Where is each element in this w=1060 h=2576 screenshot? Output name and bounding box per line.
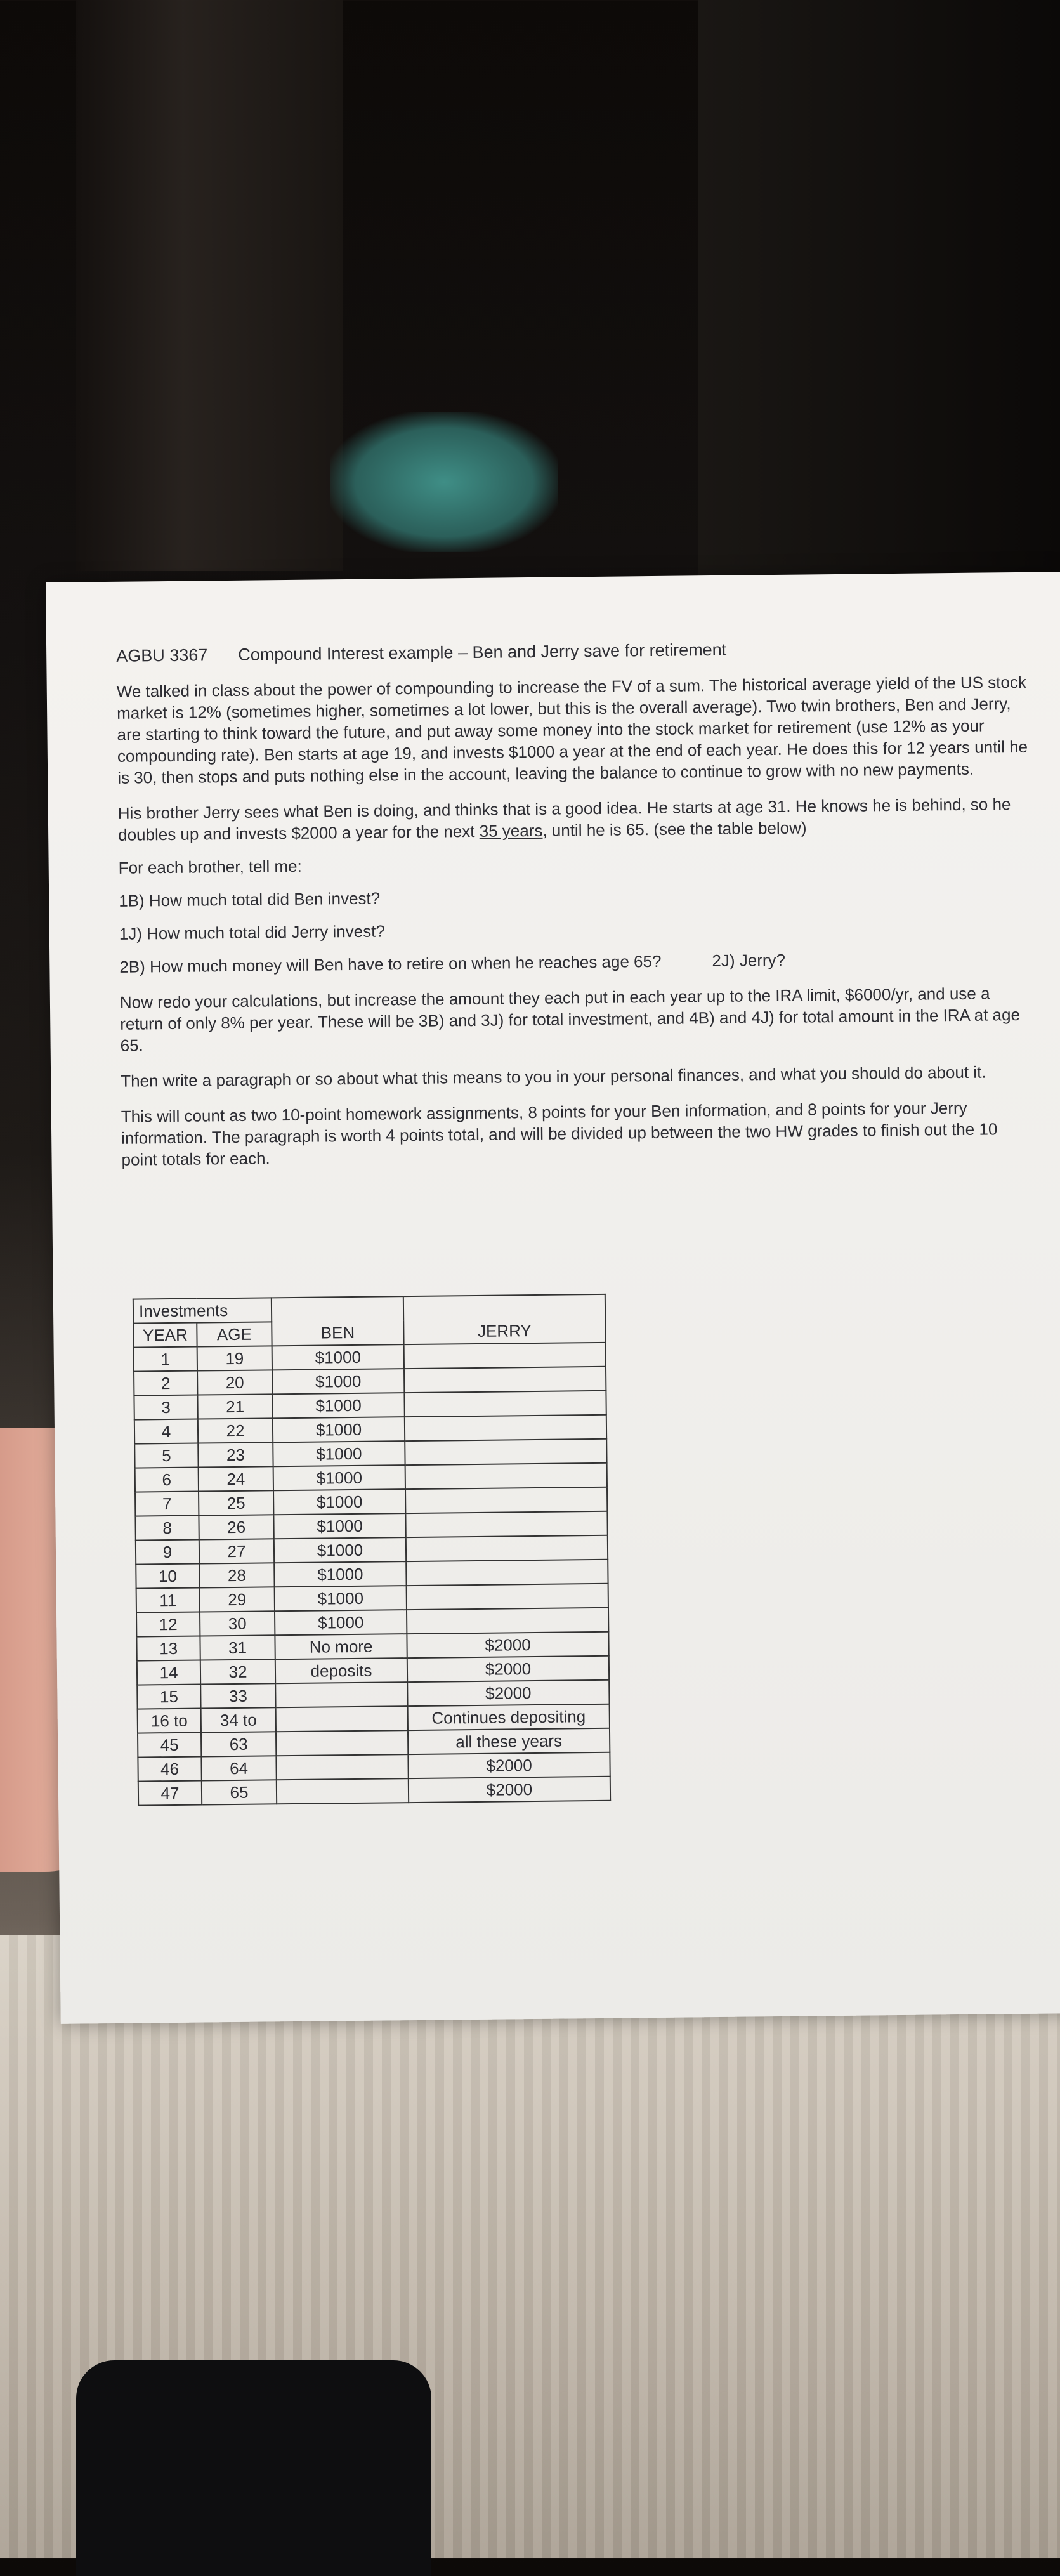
question-1j: 1J) How much total did Jerry invest? xyxy=(119,921,385,943)
cell-jerry xyxy=(407,1608,608,1634)
question-2-row xyxy=(119,947,1033,978)
cell-year: 8 xyxy=(135,1516,199,1541)
cell-age: 63 xyxy=(201,1732,276,1756)
cell-age: 27 xyxy=(199,1539,274,1563)
cell-ben: $1000 xyxy=(275,1586,407,1611)
cell-jerry xyxy=(406,1560,608,1586)
course-code: AGBU 3367 xyxy=(116,645,208,666)
cell-age: 64 xyxy=(201,1756,276,1780)
cell-age: 31 xyxy=(200,1635,275,1660)
cell-jerry xyxy=(405,1463,607,1489)
cell-age: 28 xyxy=(199,1563,274,1587)
cell-age: 33 xyxy=(200,1683,275,1708)
cell-year: 47 xyxy=(138,1781,202,1806)
closet-clothes-left xyxy=(76,0,343,571)
paragraph-grading: This will count as two 10-point homework assignments, 8 points for your Ben information, and 8 points for your Jerry information. The paragraph is worth 4 points total, and will be divided up between the two HW grades to finish out the 10 point totals for each. xyxy=(121,1098,998,1169)
closet-clothes-right xyxy=(698,0,1060,634)
cell-jerry xyxy=(404,1391,606,1417)
cell-ben: $1000 xyxy=(273,1441,405,1466)
phone-corner xyxy=(76,2360,431,2576)
cell-ben xyxy=(276,1706,408,1732)
cell-ben xyxy=(275,1682,407,1707)
cell-jerry xyxy=(405,1439,606,1465)
cell-age: 19 xyxy=(197,1346,272,1370)
cell-age: 30 xyxy=(200,1611,275,1636)
cell-jerry: $2000 xyxy=(408,1752,610,1778)
paragraph-jerry-start: His brother Jerry sees what Ben is doing, and thinks that is a good idea. He starts at age 31. He knows he is behind, so he doubles up and invests $2000 a year for the next xyxy=(117,794,1011,844)
cell-age: 32 xyxy=(200,1659,275,1684)
investments-table xyxy=(133,1294,611,1806)
question-1b: 1B) How much total did Ben invest? xyxy=(119,888,381,910)
cell-ben: $1000 xyxy=(274,1537,406,1563)
cell-year: 15 xyxy=(137,1685,200,1709)
cell-age: 65 xyxy=(202,1780,277,1804)
questions-intro: For each brother, tell me: xyxy=(118,856,302,877)
cell-year: 9 xyxy=(136,1540,199,1565)
cell-age: 25 xyxy=(199,1490,273,1515)
cell-year: 6 xyxy=(135,1468,199,1492)
cell-age: 34 to xyxy=(201,1707,276,1732)
cell-year: 10 xyxy=(136,1564,199,1589)
cell-ben: $1000 xyxy=(272,1344,404,1370)
assignment-paper xyxy=(46,572,1060,2024)
question-2j: 2J) Jerry? xyxy=(712,950,786,971)
cell-jerry: all these years xyxy=(408,1728,610,1754)
cell-age: 29 xyxy=(200,1587,275,1612)
cell-year: 14 xyxy=(137,1660,200,1685)
cell-age: 24 xyxy=(199,1466,273,1491)
cell-jerry xyxy=(404,1343,606,1369)
cell-age: 22 xyxy=(198,1418,273,1443)
cell-year: 4 xyxy=(134,1419,198,1444)
cell-age: 23 xyxy=(198,1442,273,1467)
cell-ben: $1000 xyxy=(272,1369,404,1394)
underlined-35-years: 35 years xyxy=(479,820,543,841)
cell-jerry xyxy=(405,1415,606,1441)
cell-age: 20 xyxy=(197,1370,272,1395)
cell-ben: $1000 xyxy=(275,1610,407,1635)
cell-age: 21 xyxy=(197,1394,272,1419)
cell-ben: $1000 xyxy=(273,1465,405,1490)
header-jerry: JERRY xyxy=(403,1318,605,1344)
cell-jerry: $2000 xyxy=(407,1632,608,1658)
paragraph-jerry xyxy=(118,793,1032,846)
cell-jerry: $2000 xyxy=(407,1680,609,1706)
cell-year: 12 xyxy=(136,1612,200,1637)
cell-year: 7 xyxy=(135,1492,199,1516)
cell-jerry: Continues depositing xyxy=(408,1704,610,1730)
cell-year: 16 to xyxy=(138,1709,201,1733)
header-ben: BEN xyxy=(272,1320,403,1346)
cell-ben xyxy=(276,1730,408,1756)
header-year: YEAR xyxy=(133,1323,197,1348)
paragraph-compounding: We talked in class about the power of compounding to increase the FV of a sum. The historical average yield of the US stock market is 12% (sometimes higher, sometimes a lot lower, but this is the overall average). Two twin brothers, Ben and Jerry, are starting to think toward the future, and put away some money into the stock market for retirement (use 12% as your compounding rate). Ben starts at age 19, and invests $1000 a year at the end of each year. He does this for 12 years until he is 30, then stops and puts nothing else in the account, leaving the balance to continue to grow with no new payments. xyxy=(116,672,1028,787)
cell-jerry: $2000 xyxy=(407,1656,609,1682)
header-age: AGE xyxy=(197,1322,272,1346)
cell-year: 2 xyxy=(134,1371,197,1396)
cell-ben: $1000 xyxy=(273,1489,405,1515)
paragraph-jerry-end: , until he is 65. (see the table below) xyxy=(542,818,807,840)
cell-year: 46 xyxy=(138,1757,201,1782)
paragraph-reflection: Then write a paragraph or so about what this means to you in your personal finances, and what you should do about it. xyxy=(121,1062,986,1091)
cell-jerry xyxy=(405,1511,607,1537)
cell-year: 45 xyxy=(138,1733,201,1758)
cell-jerry: $2000 xyxy=(409,1777,610,1803)
paper-content xyxy=(116,636,1035,1171)
cell-jerry xyxy=(405,1487,607,1513)
teal-cloth xyxy=(330,412,558,552)
cell-ben: $1000 xyxy=(274,1561,406,1587)
cell-jerry xyxy=(404,1367,606,1393)
cell-year: 5 xyxy=(134,1443,198,1468)
table-row xyxy=(138,1777,610,1806)
assignment-title: Compound Interest example – Ben and Jerry save for retirement xyxy=(238,640,727,664)
cell-year: 3 xyxy=(134,1395,197,1420)
cell-year: 11 xyxy=(136,1588,200,1613)
cell-year: 1 xyxy=(134,1347,197,1372)
question-2b: 2B) How much money will Ben have to retire on when he reaches age 65? xyxy=(119,951,662,976)
table-caption: Investments xyxy=(133,1298,272,1323)
cell-age: 26 xyxy=(199,1515,273,1539)
cell-jerry xyxy=(406,1535,608,1561)
header xyxy=(116,636,1030,667)
cell-ben: No more xyxy=(275,1634,407,1659)
cell-ben xyxy=(277,1778,409,1804)
cell-ben: $1000 xyxy=(273,1417,405,1442)
cell-jerry xyxy=(407,1584,608,1610)
paragraph-redo: Now redo your calculations, but increase the amount they each put in each year up to the IRA limit, $6000/yr, and use a return of only 8% per year. These will be 3B) and 3J) for total investment, and 4B) and 4J) for total amount in the IRA at age 65. xyxy=(119,983,1021,1055)
cell-ben: $1000 xyxy=(272,1393,404,1418)
cell-ben xyxy=(276,1754,408,1780)
cell-ben: $1000 xyxy=(273,1513,405,1539)
cell-ben: deposits xyxy=(275,1658,407,1683)
cell-year: 13 xyxy=(136,1636,200,1661)
